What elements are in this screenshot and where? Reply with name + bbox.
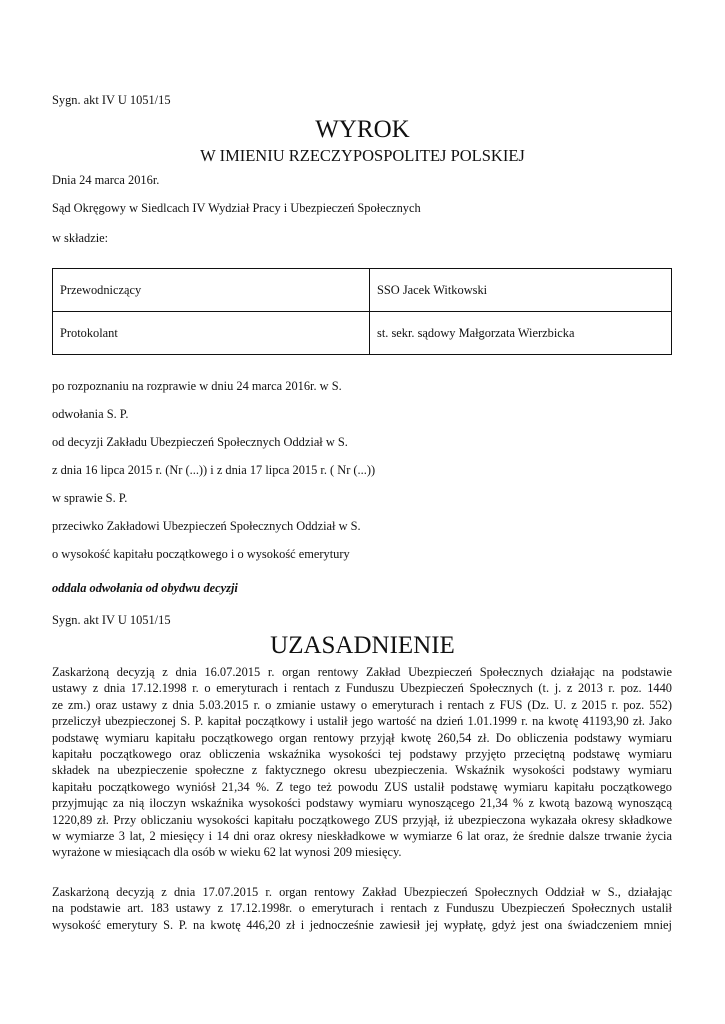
justification-paragraph-2 [52, 884, 672, 933]
case-number-bottom: Sygn. akt IV U 1051/15 [52, 613, 171, 627]
table-row [53, 269, 672, 312]
paragraph-line: na podstawie art. 183 ustawy z 17.12.1998r. o emeryturach i rentach z Funduszu Ubezpieczeń Społecznych ustalił [52, 901, 672, 916]
verdict-operative: oddala odwołania od obydwu decyzji [52, 581, 238, 595]
justification-paragraph-1 [52, 664, 672, 861]
table-row [53, 312, 672, 355]
body-line: z dnia 16 lipca 2015 r. (Nr (...)) i z dnia 17 lipca 2015 r. ( Nr (...)) [52, 463, 376, 477]
body-line: w sprawie S. P. [52, 491, 128, 505]
body-line: o wysokość kapitału początkowego i o wysokość emerytury [52, 547, 350, 561]
body-line: od decyzji Zakładu Ubezpieczeń Społecznych Oddział w S. [52, 435, 348, 449]
paragraph-line: ze zm.) oraz ustawy z dnia 5.03.2015 r. o zmianie ustawy o emeryturach i rentach z FUS (Dz. U. z 2015 r. poz. 552) [52, 697, 672, 712]
court-name: Sąd Okręgowy w Siedlcach IV Wydział Pracy i Ubezpieczeń Społecznych [52, 201, 421, 215]
paragraph-line: wyrażone w miesiącach dla osób w wieku 62 lat wynosi 209 miesięcy. [52, 845, 402, 860]
paragraph-line: w wymiarze 3 lat, 2 miesięcy i 14 dni oraz okresy nieskładkowe w wymiarze 6 lat oraz, że średnie dalsze trwanie życia [52, 829, 672, 844]
paragraph-line: kapitału początkowego wyniósł 21,34 %. Z tego też powodu ZUS ustalił podstawę wymiaru kapitału początkowego [52, 779, 672, 794]
paragraph-line: przyjmując za nią iloczyn wskaźnika wysokości podstawy wymiaru wynoszącego 21,34 % z kwotą bazową wynoszącą [52, 796, 672, 811]
paragraph-line: podstawę wymiaru kapitału początkowego organ rentowy przyjął kwotę 260,54 zł. Do obliczenia podstawy wymiaru [52, 730, 672, 745]
justification-title: UZASADNIENIE [270, 632, 455, 659]
name-cell: st. sekr. sądowy Małgorzata Wierzbicka [370, 312, 672, 355]
body-line: odwołania S. P. [52, 407, 129, 421]
paragraph-line: kapitału początkowego oraz obliczenia wskaźnika wysokości tej podstawy przyjęto przeciętną podstawę wymiaru [52, 747, 672, 762]
paragraph-line: 1220,89 zł. Przy obliczaniu wysokości kapitału początkowego ZUS przyjął, iż ubezpieczona wykazała okresy składkowe [52, 812, 672, 827]
paragraph-line: przeliczył ubezpieczonej S. P. kapitał początkowy i ustalił jego wartość na dzień 1.01.1999 r. na kwotę 41193,90 zł. Jako [52, 714, 672, 729]
paragraph-line: ustawy z dnia 17.12.1998 r. o emeryturach i rentach z Funduszu Ubezpieczeń Społecznych (t. j. z 2013 r. poz. 1440 [52, 681, 672, 696]
body-line: po rozpoznaniu na rozprawie w dniu 24 marca 2016r. w S. [52, 379, 342, 393]
verdict-title: WYROK [315, 116, 410, 143]
paragraph-line: wysokość emerytury S. P. na kwotę 446,20 zł i jednocześnie zawiesił jej wypłatę, gdyż jest ona świadczeniem mniej [52, 917, 672, 932]
body-line: przeciwko Zakładowi Ubezpieczeń Społecznych Oddział w S. [52, 519, 361, 533]
verdict-date: Dnia 24 marca 2016r. [52, 173, 160, 187]
composition-table [52, 268, 672, 355]
composition-intro: w składzie: [52, 231, 109, 245]
case-number-top: Sygn. akt IV U 1051/15 [52, 93, 171, 107]
paragraph-line: Zaskarżoną decyzją z dnia 16.07.2015 r. organ rentowy Zakład Ubezpieczeń Społecznych działając na podstawie [52, 665, 672, 679]
role-cell: Przewodniczący [53, 269, 370, 312]
verdict-subtitle: W IMIENIU RZECZYPOSPOLITEJ POLSKIEJ [200, 146, 525, 165]
name-cell: SSO Jacek Witkowski [370, 269, 672, 312]
paragraph-line: Zaskarżoną decyzją z dnia 17.07.2015 r. organ rentowy Zakład Ubezpieczeń Społecznych Oddział w S., działając [52, 885, 672, 899]
role-cell: Protokolant [53, 312, 370, 355]
paragraph-line: składek na ubezpieczenie społeczne z faktycznego okresu ubezpieczenia. Wskaźnik wysokości podstawy wymiaru [52, 763, 672, 778]
